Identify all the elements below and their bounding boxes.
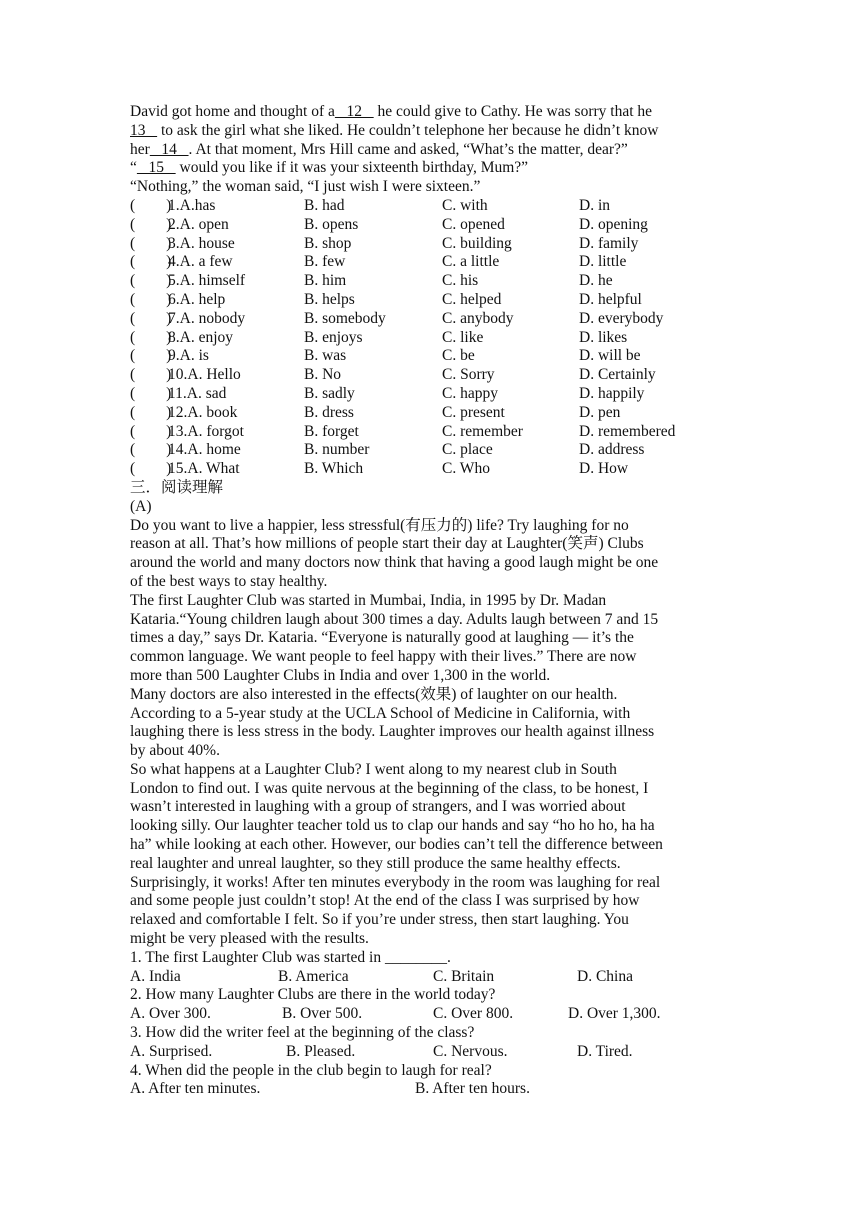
option-c[interactable]: C. Sorry bbox=[442, 366, 495, 384]
cloze-option-row bbox=[130, 385, 740, 404]
answer-blank[interactable]: ( ) bbox=[130, 347, 172, 365]
cloze-text: . At that moment, Mrs Hill came and asked, “What’s the matter, dear?” bbox=[188, 140, 628, 158]
answer-blank[interactable]: ( ) bbox=[130, 384, 172, 402]
answer-blank[interactable]: ( ) bbox=[130, 366, 172, 384]
option-a[interactable]: 10.A. Hello bbox=[168, 366, 241, 384]
option-c[interactable]: C. present bbox=[442, 403, 505, 421]
option-c[interactable]: C. Who bbox=[442, 460, 490, 478]
question-3-options bbox=[130, 1043, 740, 1062]
passage-line: of the best ways to stay healthy. bbox=[130, 572, 328, 590]
option-d[interactable]: D. Certainly bbox=[579, 366, 656, 384]
option-b[interactable]: B. dress bbox=[304, 403, 354, 421]
cloze-text: would you like if it was your sixteenth birthday, Mum?” bbox=[175, 159, 529, 177]
passage-line: Do you want to live a happier, less stressful(有压力的) life? Try laughing for no bbox=[130, 516, 629, 534]
option-a[interactable]: 6.A. help bbox=[168, 290, 226, 308]
passage-line: times a day,” says Dr. Kataria. “Everyone is naturally good at laughing — it’s the bbox=[130, 629, 634, 647]
question-4-options bbox=[130, 1080, 740, 1099]
cloze-option-row bbox=[130, 253, 740, 272]
option-c[interactable]: C. remember bbox=[442, 422, 523, 440]
passage-line: real laughter and unreal laughter, so they still produce the same healthy effects. bbox=[130, 854, 621, 872]
question-4-option-b[interactable]: B. After ten hours. bbox=[415, 1080, 530, 1098]
cloze-option-row bbox=[130, 460, 740, 479]
cloze-option-row bbox=[130, 329, 740, 348]
question-3-option-d[interactable]: D. Tired. bbox=[577, 1042, 633, 1060]
option-b[interactable]: B. number bbox=[304, 441, 370, 459]
passage-line: Kataria.“Young children laugh about 300 times a day. Adults laugh between 7 and 15 bbox=[130, 610, 659, 628]
option-c[interactable]: C. happy bbox=[442, 384, 498, 402]
cloze-option-row bbox=[130, 441, 740, 460]
answer-blank[interactable]: ( ) bbox=[130, 422, 172, 440]
answer-blank[interactable]: ( ) bbox=[130, 215, 172, 233]
blank-15: 15 bbox=[136, 159, 176, 177]
cloze-option-row bbox=[130, 404, 740, 423]
answer-blank[interactable]: ( ) bbox=[130, 441, 172, 459]
question-2-option-c[interactable]: C. Over 800. bbox=[433, 1005, 514, 1023]
answer-blank[interactable]: ( ) bbox=[130, 272, 172, 290]
cloze-option-row bbox=[130, 366, 740, 385]
answer-blank[interactable]: ( ) bbox=[130, 460, 172, 478]
reading-passage bbox=[130, 517, 740, 949]
blank-13: 13 bbox=[130, 121, 158, 139]
answer-blank[interactable]: ( ) bbox=[130, 403, 172, 421]
cloze-line-3 bbox=[130, 141, 740, 160]
question-3-option-b[interactable]: B. Pleased. bbox=[286, 1042, 356, 1060]
answer-blank[interactable]: ( ) bbox=[130, 253, 172, 271]
blank-12: 12 bbox=[334, 103, 374, 120]
question-2-option-d[interactable]: D. Over 1,300. bbox=[568, 1005, 661, 1023]
option-d[interactable]: D. address bbox=[579, 441, 645, 459]
option-b[interactable]: B. somebody bbox=[304, 309, 386, 327]
cloze-option-row bbox=[130, 347, 740, 366]
question-1-option-c[interactable]: C. Britain bbox=[433, 967, 495, 985]
option-b[interactable]: B. few bbox=[304, 253, 346, 271]
question-4: 4. When did the people in the club begin to laugh for real? bbox=[130, 1061, 492, 1079]
cloze-option-row bbox=[130, 291, 740, 310]
passage-line: common language. We want people to feel happy with their lives.” There are now bbox=[130, 648, 637, 666]
option-a[interactable]: 13.A. forgot bbox=[168, 422, 244, 440]
question-2-options bbox=[130, 1005, 740, 1024]
cloze-text: he could give to Cathy. He was sorry that he bbox=[373, 103, 653, 120]
cloze-line-2 bbox=[130, 122, 740, 141]
question-1-option-b[interactable]: B. America bbox=[278, 967, 349, 985]
option-a[interactable]: 15.A. What bbox=[168, 460, 240, 478]
option-c[interactable]: C. opened bbox=[442, 215, 505, 233]
cloze-options-list bbox=[130, 197, 740, 479]
option-a[interactable]: 2.A. open bbox=[168, 215, 229, 233]
cloze-option-row bbox=[130, 272, 740, 291]
cloze-option-row bbox=[130, 197, 740, 216]
passage-line: and some people just couldn’t stop! At the end of the class I was surprised by how bbox=[130, 892, 640, 910]
question-3-option-a[interactable]: A. Surprised. bbox=[130, 1042, 213, 1060]
passage-line: by about 40%. bbox=[130, 742, 220, 760]
answer-blank[interactable]: ( ) bbox=[130, 290, 172, 308]
cloze-option-row bbox=[130, 235, 740, 254]
cloze-text: her bbox=[130, 140, 150, 158]
question-1-options bbox=[130, 968, 740, 987]
option-d[interactable]: D. little bbox=[579, 253, 627, 271]
option-d[interactable]: D. How bbox=[579, 460, 629, 478]
question-3-option-c[interactable]: C. Nervous. bbox=[433, 1042, 508, 1060]
option-a[interactable]: 5.A. himself bbox=[168, 272, 246, 290]
passage-line: So what happens at a Laughter Club? I went along to my nearest club in South bbox=[130, 760, 617, 778]
option-a[interactable]: 4.A. a few bbox=[168, 253, 233, 271]
option-c[interactable]: C. helped bbox=[442, 290, 502, 308]
cloze-text: “ bbox=[130, 159, 137, 177]
option-d[interactable]: D. in bbox=[579, 196, 610, 214]
option-a[interactable]: 12.A. book bbox=[168, 403, 238, 421]
option-b[interactable]: B. opens bbox=[304, 215, 359, 233]
option-d[interactable]: D. happily bbox=[579, 384, 645, 402]
passage-line: Many doctors are also interested in the effects(效果) of laughter on our health. bbox=[130, 685, 618, 703]
option-b[interactable]: B. Which bbox=[304, 460, 364, 478]
answer-blank[interactable]: ( ) bbox=[130, 309, 172, 327]
cloze-option-row bbox=[130, 310, 740, 329]
passage-line: laughing there is less stress in the body. Laughter improves our health against illness bbox=[130, 723, 655, 741]
option-c[interactable]: C. place bbox=[442, 441, 493, 459]
option-b[interactable]: B. No bbox=[304, 366, 342, 384]
option-d[interactable]: D. will be bbox=[579, 347, 641, 365]
option-b[interactable]: B. had bbox=[304, 196, 345, 214]
option-d[interactable]: D. opening bbox=[579, 215, 648, 233]
option-b[interactable]: B. helps bbox=[304, 290, 355, 308]
option-b[interactable]: B. enjoys bbox=[304, 328, 363, 346]
question-2-option-a[interactable]: A. Over 300. bbox=[130, 1005, 211, 1023]
option-b[interactable]: B. him bbox=[304, 272, 347, 290]
cloze-option-row bbox=[130, 423, 740, 442]
option-d[interactable]: D. helpful bbox=[579, 290, 642, 308]
option-d[interactable]: D. family bbox=[579, 234, 639, 252]
passage-line: London to find out. I was quite nervous at the beginning of the class, to be honest, I bbox=[130, 779, 649, 797]
passage-line: According to a 5-year study at the UCLA School of Medicine in California, with bbox=[130, 704, 631, 722]
cloze-line-1 bbox=[130, 103, 740, 122]
passage-line: wasn’t interested in laughing with a group of strangers, and I was worried about bbox=[130, 798, 626, 816]
passage-line: relaxed and comfortable I felt. So if you’re under stress, then start laughing. You bbox=[130, 911, 629, 929]
worksheet-page bbox=[130, 103, 740, 1099]
option-b[interactable]: B. was bbox=[304, 347, 347, 365]
option-c[interactable]: C. be bbox=[442, 347, 475, 365]
passage-line: The first Laughter Club was started in Mumbai, India, in 1995 by Dr. Madan bbox=[130, 591, 607, 609]
option-d[interactable]: D. he bbox=[579, 272, 613, 290]
option-a[interactable]: 9.A. is bbox=[168, 347, 209, 365]
passage-line: Surprisingly, it works! After ten minutes everybody in the room was laughing for real bbox=[130, 873, 661, 891]
passage-line: more than 500 Laughter Clubs in India and over 1,300 in the world. bbox=[130, 666, 551, 684]
passage-line: around the world and many doctors now think that having a good laugh might be one bbox=[130, 554, 659, 572]
passage-line: reason at all. That’s how millions of people start their day at Laughter(笑声) Clubs bbox=[130, 535, 644, 553]
question-4-option-a[interactable]: A. After ten minutes. bbox=[130, 1080, 261, 1098]
option-a[interactable]: 7.A. nobody bbox=[168, 309, 246, 327]
cloze-line-4 bbox=[130, 159, 740, 178]
option-c[interactable]: C. his bbox=[442, 272, 479, 290]
blank-14: 14 bbox=[149, 140, 189, 158]
option-c[interactable]: C. like bbox=[442, 328, 484, 346]
option-d[interactable]: D. likes bbox=[579, 328, 628, 346]
question-1-option-d[interactable]: D. China bbox=[577, 967, 633, 985]
option-b[interactable]: B. forget bbox=[304, 422, 359, 440]
option-a[interactable]: 3.A. house bbox=[168, 234, 235, 252]
question-1: 1. The first Laughter Club was started in ________. bbox=[130, 948, 451, 966]
option-c[interactable]: C. with bbox=[442, 196, 488, 214]
question-1-option-a[interactable]: A. India bbox=[130, 967, 181, 985]
option-d[interactable]: D. everybody bbox=[579, 309, 664, 327]
passage-label: (A) bbox=[130, 497, 152, 515]
cloze-text: to ask the girl what she liked. He couldn’t telephone her because he didn’t know bbox=[157, 121, 659, 139]
section-heading: 三．阅读理解 bbox=[130, 478, 224, 496]
option-a[interactable]: 14.A. home bbox=[168, 441, 241, 459]
option-d[interactable]: D. remembered bbox=[579, 422, 676, 440]
option-a[interactable]: 1.A.has bbox=[168, 196, 216, 214]
option-c[interactable]: C. building bbox=[442, 234, 512, 252]
question-2: 2. How many Laughter Clubs are there in the world today? bbox=[130, 986, 496, 1004]
option-a[interactable]: 8.A. enjoy bbox=[168, 328, 234, 346]
cloze-text: David got home and thought of a bbox=[130, 103, 335, 120]
option-a[interactable]: 11.A. sad bbox=[168, 384, 227, 402]
answer-blank[interactable]: ( ) bbox=[130, 328, 172, 346]
cloze-line-5: “Nothing,” the woman said, “I just wish I were sixteen.” bbox=[130, 178, 481, 196]
question-3: 3. How did the writer feel at the beginning of the class? bbox=[130, 1024, 475, 1042]
answer-blank[interactable]: ( ) bbox=[130, 196, 172, 214]
answer-blank[interactable]: ( ) bbox=[130, 234, 172, 252]
option-c[interactable]: C. a little bbox=[442, 253, 500, 271]
cloze-option-row bbox=[130, 216, 740, 235]
passage-line: looking silly. Our laughter teacher told us to clap our hands and say “ho ho ho, ha ha bbox=[130, 817, 655, 835]
option-c[interactable]: C. anybody bbox=[442, 309, 514, 327]
option-b[interactable]: B. shop bbox=[304, 234, 352, 252]
passage-line: ha” while looking at each other. However, our bodies can’t tell the difference between bbox=[130, 836, 663, 854]
passage-line: might be very pleased with the results. bbox=[130, 930, 369, 948]
question-2-option-b[interactable]: B. Over 500. bbox=[282, 1005, 363, 1023]
option-b[interactable]: B. sadly bbox=[304, 384, 355, 402]
option-d[interactable]: D. pen bbox=[579, 403, 621, 421]
